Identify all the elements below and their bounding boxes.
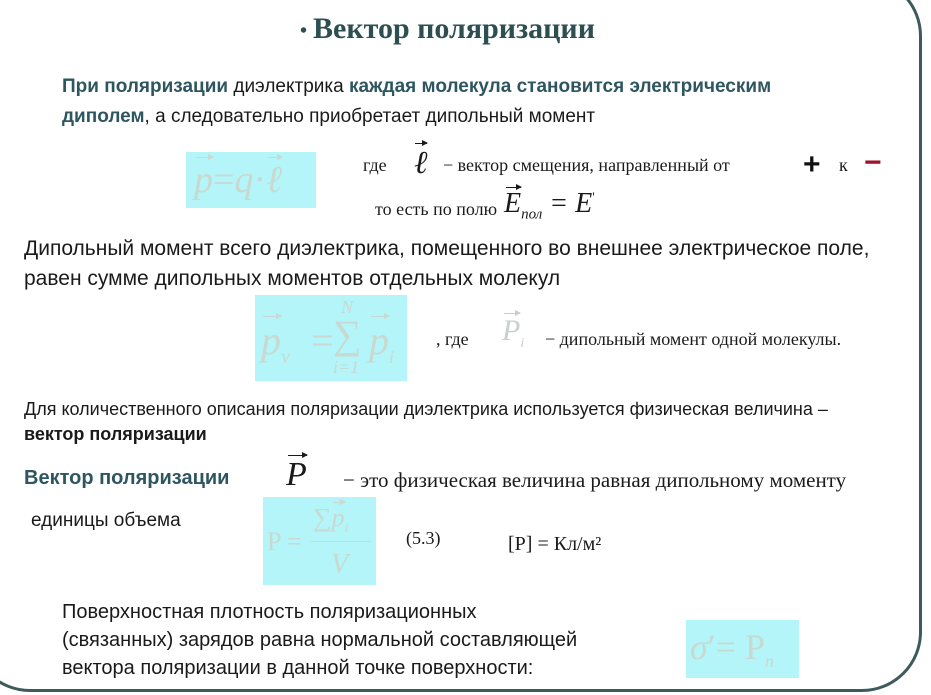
- to-word: к: [839, 155, 848, 175]
- intro-line-1: [62, 76, 771, 98]
- field-eq: = E: [549, 188, 593, 219]
- sigma-prime: ′: [707, 627, 716, 667]
- sum-rhs: [369, 317, 394, 368]
- field-prime: ': [592, 190, 595, 206]
- pi-symbol: [502, 314, 524, 352]
- pi-sub: i: [520, 336, 525, 351]
- pol-num-sum: ∑: [313, 503, 332, 532]
- field-formula: [504, 188, 595, 224]
- intro-line-2: [62, 106, 595, 128]
- units: [P] = Кл/м²: [508, 533, 602, 555]
- polvec-P: P: [286, 456, 307, 493]
- pol-numerator: [313, 503, 348, 537]
- surface-line-3: вектора поляризации в данной точке поверхности:: [62, 657, 534, 679]
- pol-num-p: p: [331, 503, 345, 532]
- surface-line-2: (связанных) зарядов равна нормальной составляющей: [62, 629, 578, 651]
- sum-p: p: [261, 318, 281, 363]
- sum-bottom: i=1: [333, 357, 360, 377]
- surface-line-1: Поверхностная плотность поляризационных: [62, 601, 477, 623]
- formula-dot: ·: [253, 159, 267, 201]
- sum-top: N: [341, 297, 354, 317]
- pi-P: P: [502, 314, 521, 347]
- pol-lhs: P =: [267, 527, 302, 556]
- one-molecule-desc: [545, 329, 841, 350]
- sigma-eq: = P: [715, 627, 765, 667]
- plus-sign: +: [803, 148, 821, 181]
- intro-plain-2: , а следовательно приобретает дипольный момент: [144, 106, 596, 127]
- quant-line-1: Для количественного описания поляризации диэлектрика используется физическая величина –: [24, 399, 828, 419]
- where-label-2: , где: [436, 329, 469, 349]
- page-title: [300, 12, 595, 46]
- sigma-formula: [690, 626, 774, 672]
- formula-p: p: [194, 159, 213, 201]
- where-label-1: где: [363, 155, 387, 175]
- sigma-sub: n: [764, 651, 774, 672]
- field-sub: пол: [521, 206, 543, 223]
- dipole-moment-formula: [186, 152, 316, 208]
- pol-denominator: V: [331, 549, 349, 580]
- formula-q: q: [234, 159, 254, 201]
- sum-sigma: ∑: [333, 312, 362, 357]
- intro-bold-3: диполем: [62, 106, 145, 127]
- dielectric-line-1: Дипольный момент всего диэлектрика, помещенного во внешнее электрическое поле,: [24, 237, 870, 260]
- equation-number: (5.3): [406, 528, 441, 548]
- polarization-formula: [263, 497, 376, 585]
- sum-eq: =: [311, 318, 334, 363]
- sum-sub-v: v: [281, 346, 290, 368]
- pol-fraction-line: [311, 541, 371, 542]
- intro-plain-1: диэлектрика: [228, 76, 349, 97]
- dielectric-line-2: равен сумме дипольных моментов отдельных молекул: [24, 267, 561, 290]
- l-vector-symbol: [414, 144, 427, 181]
- molecule-desc-text: − дипольный момент одной молекулы: [545, 329, 837, 349]
- field-text: то есть по полю: [375, 199, 498, 219]
- sum-sub-i: i: [389, 347, 395, 367]
- displacement-desc: − вектор смещения, направленный от: [443, 155, 730, 175]
- sum-formula: [255, 295, 407, 381]
- intro-bold-1: При поляризации: [62, 76, 229, 97]
- formula-eq: =: [213, 159, 235, 201]
- minus-sign: −: [864, 146, 882, 179]
- quant-line-2: вектор поляризации: [24, 424, 207, 444]
- l-symbol-text: ℓ: [414, 144, 428, 180]
- surface-density-formula: [686, 620, 799, 678]
- title-text: Вектор поляризации: [313, 12, 595, 45]
- sum-p2: p: [369, 318, 389, 363]
- polvec-label: Вектор поляризации: [24, 467, 230, 489]
- sigma-symbol: σ: [690, 627, 708, 667]
- molecule-period: .: [836, 329, 842, 349]
- polvec-symbol: [286, 456, 307, 494]
- pol-num-sub: i: [344, 521, 349, 537]
- field-E: E: [504, 188, 522, 219]
- polvec-line-2: единицы объема: [31, 510, 181, 531]
- formula-p-ql: [194, 158, 282, 202]
- sum-lhs: [261, 317, 290, 369]
- intro-bold-2: каждая молекула становится электрическим: [348, 76, 772, 97]
- polvec-desc: − это физическая величина равная дипольному моменту: [343, 468, 847, 492]
- bullet-icon: •: [300, 19, 308, 42]
- formula-l: ℓ: [266, 159, 282, 201]
